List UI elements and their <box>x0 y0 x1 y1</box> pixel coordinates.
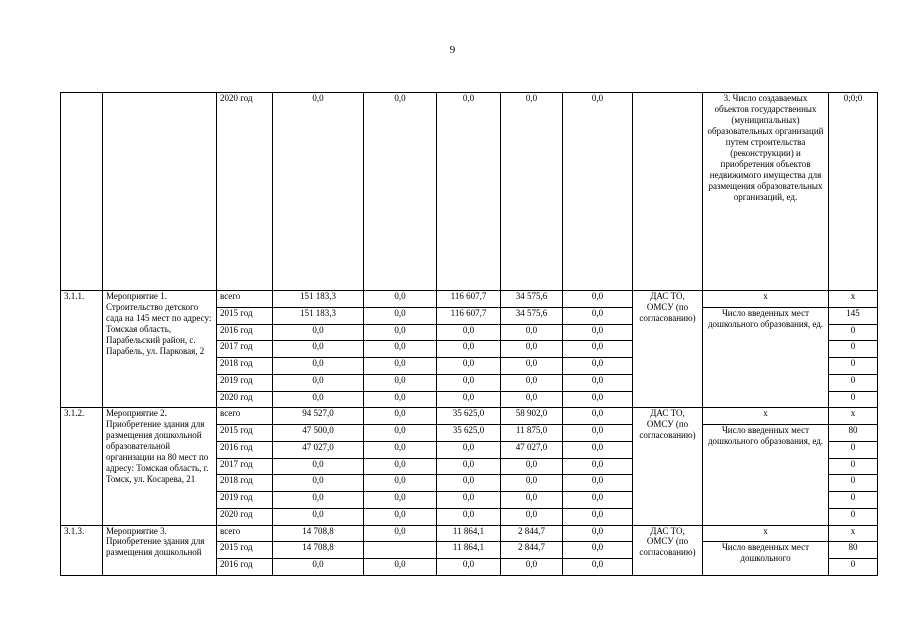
target-value-cell: 0 <box>829 508 878 525</box>
year-cell: 2019 год <box>217 492 273 509</box>
measure-name-cell <box>103 93 217 291</box>
federal-cell: 0,0 <box>364 425 437 442</box>
year-cell: 2016 год <box>217 441 273 458</box>
federal-cell: 0,0 <box>364 291 437 308</box>
other-cell: 0,0 <box>563 542 633 559</box>
regional-cell: 0,0 <box>437 508 501 525</box>
local-cell: 0,0 <box>501 93 563 291</box>
measure-name: Мероприятие 1. Строительство детского сада на 145 мест по адресу: Томская область, Парабельский район, с. Парабель, ул. Парковая, 2 <box>103 291 217 408</box>
local-cell: 2 844,7 <box>501 525 563 542</box>
table-row <box>61 291 878 308</box>
federal-cell: 0,0 <box>364 307 437 324</box>
target-value-cell: 0 <box>829 458 878 475</box>
target-value-cell: 80 <box>829 425 878 442</box>
total-cell: 0,0 <box>273 559 364 576</box>
year-cell: 2020 год <box>217 391 273 408</box>
indicator-x-cell: х <box>703 291 829 308</box>
regional-cell: 11 864,1 <box>437 542 501 559</box>
target-value-cell: 0 <box>829 391 878 408</box>
regional-cell: 35 625,0 <box>437 408 501 425</box>
year-cell: 2020 год <box>217 508 273 525</box>
local-cell: 0,0 <box>501 391 563 408</box>
target-value-cell: 145 <box>829 307 878 324</box>
regional-cell: 0,0 <box>437 492 501 509</box>
year-cell: 2015 год <box>217 542 273 559</box>
federal-cell: 0,0 <box>364 559 437 576</box>
regional-cell: 35 625,0 <box>437 425 501 442</box>
regional-cell: 0,0 <box>437 458 501 475</box>
year-cell: 2016 год <box>217 324 273 341</box>
federal-cell: 0,0 <box>364 408 437 425</box>
executor-cell: ДАС ТО, ОМСУ (по согласованию) <box>633 525 703 575</box>
executor-cell <box>633 93 703 291</box>
federal-cell: 0,0 <box>364 358 437 375</box>
total-cell: 47 027,0 <box>273 441 364 458</box>
measure-name: Мероприятие 3. Приобретение здания для размещения дошкольной <box>103 525 217 575</box>
federal-cell: 0,0 <box>364 93 437 291</box>
regional-cell: 0,0 <box>437 93 501 291</box>
total-cell: 0,0 <box>273 508 364 525</box>
other-cell: 0,0 <box>563 559 633 576</box>
local-cell: 0,0 <box>501 492 563 509</box>
regional-cell: 0,0 <box>437 341 501 358</box>
local-cell: 47 027,0 <box>501 441 563 458</box>
total-cell: 0,0 <box>273 324 364 341</box>
year-cell: всего <box>217 408 273 425</box>
year-cell: 2018 год <box>217 475 273 492</box>
other-cell: 0,0 <box>563 307 633 324</box>
local-cell: 0,0 <box>501 508 563 525</box>
federal-cell: 0,0 <box>364 441 437 458</box>
target-value-cell: 0 <box>829 441 878 458</box>
local-cell: 34 575,6 <box>501 291 563 308</box>
total-cell: 0,0 <box>273 374 364 391</box>
other-cell: 0,0 <box>563 458 633 475</box>
total-cell: 151 183,3 <box>273 307 364 324</box>
federal-cell: 0,0 <box>364 391 437 408</box>
other-cell: 0,0 <box>563 391 633 408</box>
target-value-cell: 0 <box>829 374 878 391</box>
federal-cell <box>364 542 437 559</box>
total-cell: 0,0 <box>273 358 364 375</box>
local-cell: 0,0 <box>501 458 563 475</box>
regional-cell: 116 607,7 <box>437 307 501 324</box>
regional-cell: 0,0 <box>437 475 501 492</box>
local-cell: 0,0 <box>501 374 563 391</box>
local-cell: 11 875,0 <box>501 425 563 442</box>
local-cell: 34 575,6 <box>501 307 563 324</box>
total-cell: 14 708,8 <box>273 525 364 542</box>
target-value-cell: х <box>829 525 878 542</box>
local-cell: 0,0 <box>501 324 563 341</box>
year-cell: 2015 год <box>217 425 273 442</box>
local-cell: 0,0 <box>501 475 563 492</box>
target-value-cell: 0 <box>829 324 878 341</box>
regional-cell: 0,0 <box>437 441 501 458</box>
target-value-cell: 80 <box>829 542 878 559</box>
year-cell: 2017 год <box>217 341 273 358</box>
measure-code: 3.1.1. <box>61 291 103 408</box>
total-cell: 0,0 <box>273 475 364 492</box>
year-cell: всего <box>217 291 273 308</box>
indicator-value-cell: 0;0;0 <box>829 93 878 291</box>
regional-cell: 0,0 <box>437 374 501 391</box>
program-table <box>60 92 878 576</box>
indicator-x-cell: х <box>703 408 829 425</box>
total-cell: 151 183,3 <box>273 291 364 308</box>
year-cell: 2018 год <box>217 358 273 375</box>
local-cell: 58 902,0 <box>501 408 563 425</box>
other-cell: 0,0 <box>563 441 633 458</box>
federal-cell: 0,0 <box>364 341 437 358</box>
regional-cell: 116 607,7 <box>437 291 501 308</box>
table-row <box>61 408 878 425</box>
other-cell: 0,0 <box>563 475 633 492</box>
total-cell: 0,0 <box>273 391 364 408</box>
other-cell: 0,0 <box>563 358 633 375</box>
regional-cell: 0,0 <box>437 324 501 341</box>
federal-cell: 0,0 <box>364 525 437 542</box>
regional-cell: 0,0 <box>437 391 501 408</box>
indicator-cell: Число введенных мест дошкольного образования, ед. <box>703 307 829 408</box>
regional-cell: 11 864,1 <box>437 525 501 542</box>
total-cell: 0,0 <box>273 492 364 509</box>
total-cell: 0,0 <box>273 93 364 291</box>
target-value-cell: 0 <box>829 559 878 576</box>
table-row <box>61 525 878 542</box>
federal-cell: 0,0 <box>364 475 437 492</box>
total-cell: 47 500,0 <box>273 425 364 442</box>
federal-cell: 0,0 <box>364 508 437 525</box>
other-cell: 0,0 <box>563 425 633 442</box>
other-cell: 0,0 <box>563 408 633 425</box>
total-cell: 94 527,0 <box>273 408 364 425</box>
page-number: 9 <box>449 44 456 56</box>
federal-cell: 0,0 <box>364 324 437 341</box>
executor-cell: ДАС ТО, ОМСУ (по согласованию) <box>633 408 703 525</box>
other-cell: 0,0 <box>563 324 633 341</box>
target-value-cell: 0 <box>829 492 878 509</box>
total-cell: 14 708,8 <box>273 542 364 559</box>
other-cell: 0,0 <box>563 374 633 391</box>
federal-cell: 0,0 <box>364 458 437 475</box>
other-cell: 0,0 <box>563 291 633 308</box>
indicator-cell: Число введенных мест дошкольного образования, ед. <box>703 425 829 526</box>
other-cell: 0,0 <box>563 508 633 525</box>
regional-cell: 0,0 <box>437 559 501 576</box>
year-cell: 2015 год <box>217 307 273 324</box>
indicator-cell: Число введенных мест дошкольного <box>703 542 829 576</box>
code-cell <box>61 93 103 291</box>
other-cell: 0,0 <box>563 93 633 291</box>
target-value-cell: 0 <box>829 341 878 358</box>
local-cell: 0,0 <box>501 341 563 358</box>
target-value-cell: 0 <box>829 475 878 492</box>
total-cell: 0,0 <box>273 341 364 358</box>
target-value-cell: 0 <box>829 358 878 375</box>
year-cell: всего <box>217 525 273 542</box>
regional-cell: 0,0 <box>437 358 501 375</box>
federal-cell: 0,0 <box>364 374 437 391</box>
measure-code: 3.1.2. <box>61 408 103 525</box>
local-cell: 0,0 <box>501 358 563 375</box>
year-cell: 2016 год <box>217 559 273 576</box>
table-row <box>61 93 878 291</box>
target-value-cell: х <box>829 291 878 308</box>
indicator-cell: 3. Число создаваемых объектов государственных (муниципальных) образовательных организаций путем строительства (реконструкции) и приобретения объектов недвижимого имущества для размещения образовательных организаций, ед. <box>703 93 829 291</box>
executor-cell: ДАС ТО, ОМСУ (по согласованию) <box>633 291 703 408</box>
other-cell: 0,0 <box>563 341 633 358</box>
federal-cell: 0,0 <box>364 492 437 509</box>
total-cell: 0,0 <box>273 458 364 475</box>
local-cell: 0,0 <box>501 559 563 576</box>
year-cell: 2019 год <box>217 374 273 391</box>
local-cell: 2 844,7 <box>501 542 563 559</box>
measure-name: Мероприятие 2. Приобретение здания для размещения дошкольной образовательной организации на 80 мест по адресу: Томская область, г. Томск, ул. Косарева, 21 <box>103 408 217 525</box>
measure-code: 3.1.3. <box>61 525 103 575</box>
other-cell: 0,0 <box>563 525 633 542</box>
year-cell: 2020 год <box>217 93 273 291</box>
target-value-cell: х <box>829 408 878 425</box>
year-cell: 2017 год <box>217 458 273 475</box>
indicator-x-cell: х <box>703 525 829 542</box>
other-cell: 0,0 <box>563 492 633 509</box>
